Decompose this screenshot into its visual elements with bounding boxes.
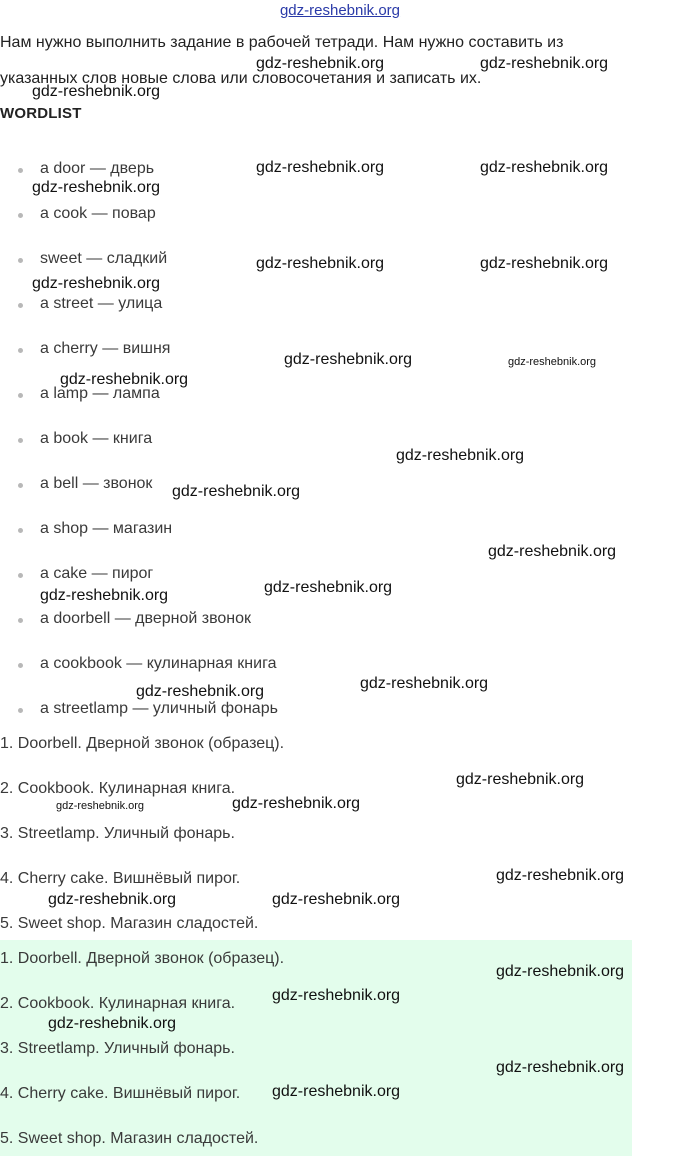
bullet-icon [18,213,23,218]
watermark: gdz-reshebnik.org [272,1083,401,1100]
list-item-text: a lamp — лампа [40,385,160,402]
watermark: gdz-reshebnik.org [60,371,189,388]
bullet-icon [18,573,23,578]
watermark: gdz-reshebnik.org [56,800,145,812]
watermark: gdz-reshebnik.org [40,587,169,604]
highlighted-answer-line: 2. Cookbook. Кулинарная книга. [0,995,236,1012]
watermark: gdz-reshebnik.org [48,891,177,908]
watermark: gdz-reshebnik.org [480,159,609,176]
list-item-text: a bell — звонок [40,475,153,492]
watermark: gdz-reshebnik.org [172,483,301,500]
watermark: gdz-reshebnik.org [256,55,385,72]
watermark: gdz-reshebnik.org [256,159,385,176]
watermark: gdz-reshebnik.org [488,543,617,560]
watermark: gdz-reshebnik.org [264,579,393,596]
watermark: gdz-reshebnik.org [32,275,161,292]
watermark: gdz-reshebnik.org [284,351,413,368]
list-item-text: a shop — магазин [40,520,173,537]
wordlist-title: WORDLIST [0,105,82,122]
bullet-icon [18,663,23,668]
list-item-text: a street — улица [40,295,163,312]
highlighted-answer-line: 4. Cherry cake. Вишнёвый пирог. [0,1085,241,1102]
intro-line-2: указанных слов новые слова или словосочетания и записать их. [0,70,482,87]
watermark: gdz-reshebnik.org [272,891,401,908]
watermark: gdz-reshebnik.org [272,987,401,1004]
watermark: gdz-reshebnik.org [496,1059,625,1076]
watermark: gdz-reshebnik.org [396,447,525,464]
highlighted-answer-line: 1. Doorbell. Дверной звонок (образец). [0,950,285,967]
highlighted-answer-line: 5. Sweet shop. Магазин сладостей. [0,1130,259,1147]
site-link[interactable]: gdz-reshebnik.org [279,2,401,19]
answer-line: 5. Sweet shop. Магазин сладостей. [0,915,259,932]
bullet-icon [18,303,23,308]
list-item-text: a cake — пирог [40,565,154,582]
watermark: gdz-reshebnik.org [360,675,489,692]
answer-line: 1. Doorbell. Дверной звонок (образец). [0,735,285,752]
bullet-icon [18,258,23,263]
answer-line: 4. Cherry cake. Вишнёвый пирог. [0,870,241,887]
watermark: gdz-reshebnik.org [32,83,161,100]
watermark: gdz-reshebnik.org [456,771,585,788]
watermark: gdz-reshebnik.org [496,867,625,884]
bullet-icon [18,168,23,173]
list-item-text: a streetlamp — уличный фонарь [40,700,278,717]
list-item-text: a book — книга [40,430,153,447]
bullet-icon [18,393,23,398]
watermark: gdz-reshebnik.org [480,255,609,272]
watermark: gdz-reshebnik.org [480,55,609,72]
bullet-icon [18,438,23,443]
answer-line: 3. Streetlamp. Уличный фонарь. [0,825,235,842]
watermark: gdz-reshebnik.org [48,1015,177,1032]
bullet-icon [18,708,23,713]
list-item-text: sweet — сладкий [40,250,168,267]
watermark: gdz-reshebnik.org [136,683,265,700]
answer-line: 2. Cookbook. Кулинарная книга. [0,780,236,797]
highlighted-answer-line: 3. Streetlamp. Уличный фонарь. [0,1040,235,1057]
list-item-text: a cookbook — кулинарная книга [40,655,277,672]
bullet-icon [18,528,23,533]
watermark: gdz-reshebnik.org [256,255,385,272]
list-item-text: a doorbell — дверной звонок [40,610,252,627]
watermark: gdz-reshebnik.org [496,963,625,980]
list-item-text: a door — дверь [40,160,155,177]
watermark: gdz-reshebnik.org [508,356,597,368]
bullet-icon [18,348,23,353]
list-item-text: a cook — повар [40,205,156,222]
list-item-text: a cherry — вишня [40,340,171,357]
watermark: gdz-reshebnik.org [32,179,161,196]
bullet-icon [18,483,23,488]
watermark: gdz-reshebnik.org [232,795,361,812]
intro-line-1: Нам нужно выполнить задание в рабочей тетради. Нам нужно составить из [0,34,564,51]
bullet-icon [18,618,23,623]
